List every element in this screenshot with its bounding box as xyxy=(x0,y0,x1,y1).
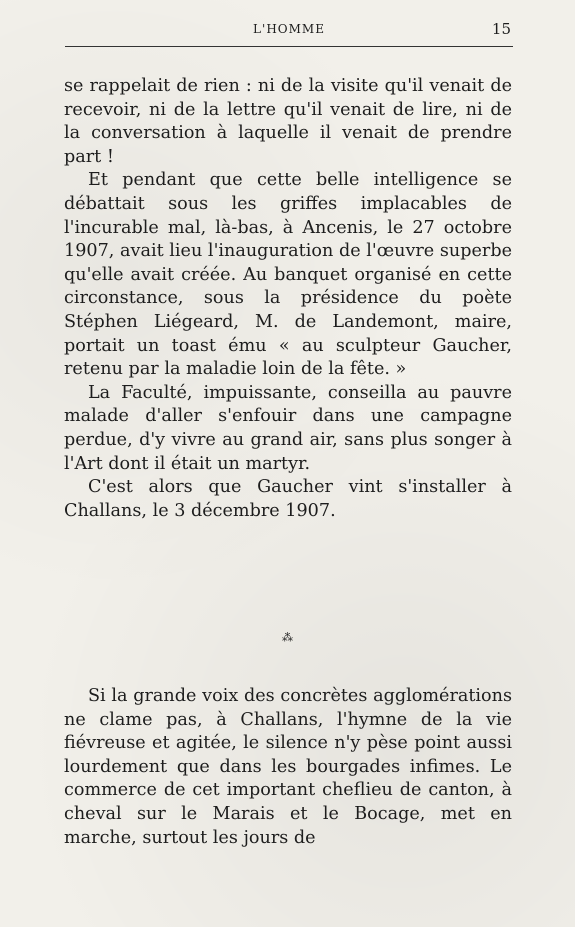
paragraph-3: La Faculté, impuissante, conseilla au pauvre malade d'aller s'enfouir dans une campagne perdue, d'y vivre au grand air, sans plus songer à l'Art dont il était un martyr. xyxy=(64,382,512,474)
main-text-top xyxy=(64,75,512,523)
paragraph-5: Si la grande voix des concrètes agglomérations ne clame pas, à Challans, l'hymne de la vie fiévreuse et agitée, le silence n'y pèse point aussi lourdement que dans les bourgades infimes. Le commerce de cet important cheflieu de canton, à cheval sur le Marais et le Bocage, met en marche, surtout les jours de xyxy=(64,686,512,848)
page-number: 15 xyxy=(491,20,511,38)
section-separator: ⁂ xyxy=(282,631,293,644)
running-title: L'HOMME xyxy=(253,22,325,36)
paragraph-2: Et pendant que cette belle intelligence se débattait sous les griffes implacables de l'incurable mal, là-bas, à Ancenis, le 27 octobre 1907, avait lieu l'inauguration de l'œuvre superbe qu'elle avait créée. Au banquet organisé en cette circonstance, sous la présidence du poète Stéphen Liégeard, M. de Landemont, maire, portait un toast ému « au sculpteur Gaucher, retenu par la maladie loin de la fête. » xyxy=(64,170,512,380)
main-text-bottom xyxy=(64,685,512,850)
paragraph-1: se rappelait de rien : ni de la visite qu'il venait de recevoir, ni de la lettre qu'il venait de lire, ni de la conversation à laquelle il venait de prendre part ! xyxy=(64,76,512,167)
paragraph-4: C'est alors que Gaucher vint s'installer à Challans, le 3 décembre 1907. xyxy=(64,477,512,521)
running-head xyxy=(65,18,513,47)
